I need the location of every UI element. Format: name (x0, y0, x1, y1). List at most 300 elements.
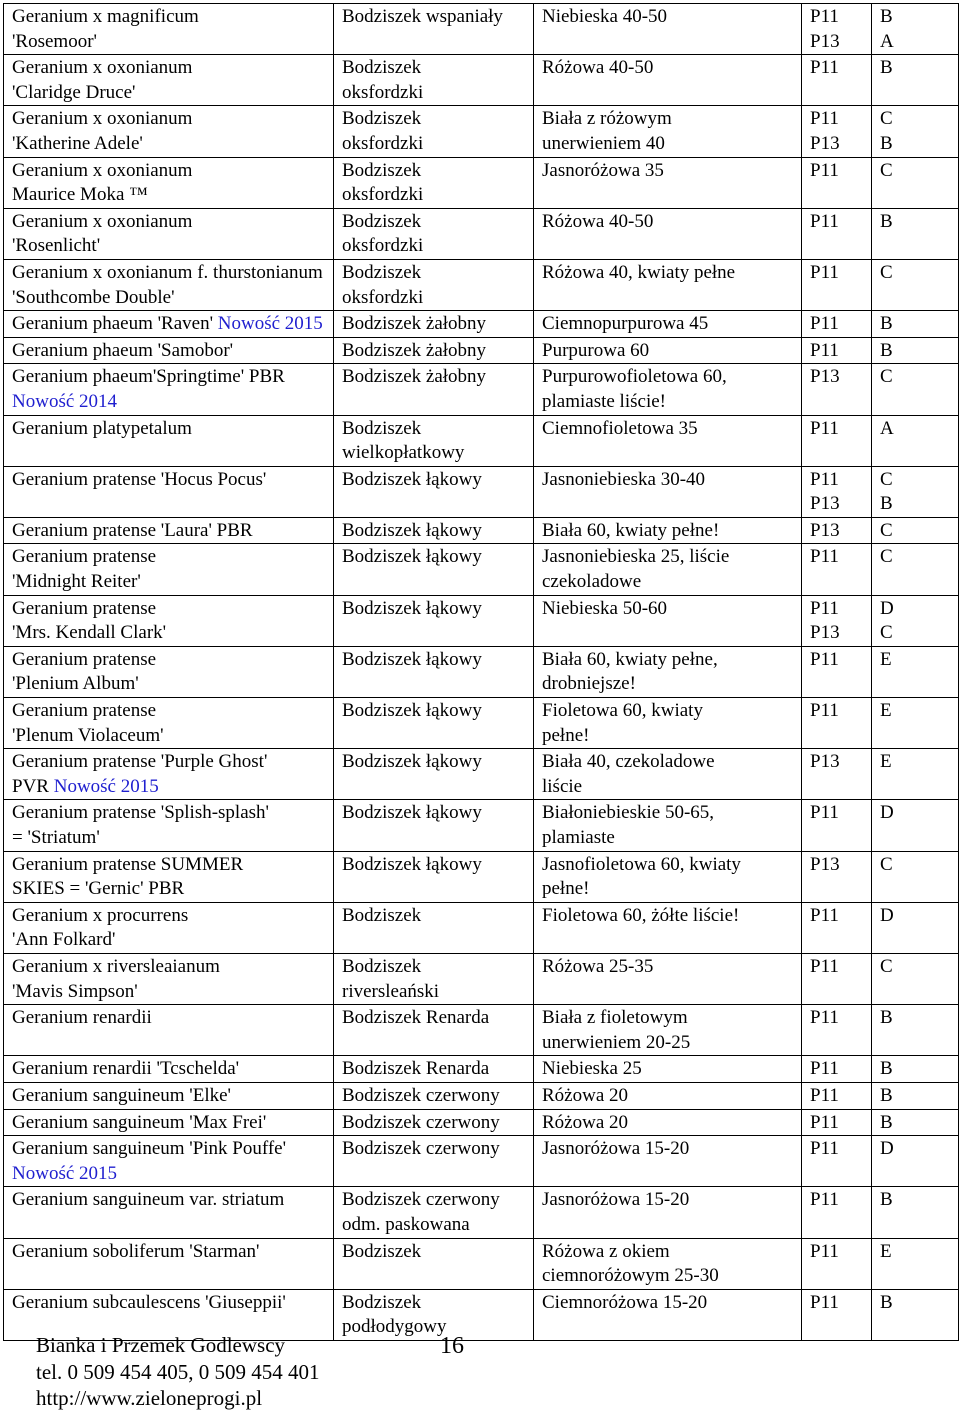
cell-polish-name-text: Bodziszek (342, 1240, 422, 1262)
cell-latin-name (4, 4, 334, 55)
cell-polish-name (334, 517, 534, 544)
cell-pot-size-text: P11 (810, 1138, 839, 1160)
cell-polish-name-text: Bodziszek Renarda (342, 1007, 490, 1029)
cell-price-group-text: C (880, 159, 893, 181)
cell-latin-name (4, 259, 334, 310)
cell-latin-name-text: Geranium pratense 'Laura' PBR (12, 519, 253, 541)
cell-pot-size (802, 311, 872, 338)
cell-price-group-text: D C (880, 597, 894, 644)
cell-latin-name-text: Geranium pratense 'Midnight Reiter' (12, 546, 157, 593)
cell-price-group (872, 902, 959, 953)
cell-description (534, 544, 802, 595)
cell-latin-name-text: Geranium phaeum 'Raven' (12, 313, 214, 335)
cell-pot-size (802, 902, 872, 953)
cell-pot-size-text: P11 P13 (810, 6, 840, 52)
cell-price-group-text: C (880, 853, 893, 875)
cell-price-group-text: D (880, 802, 894, 824)
cell-polish-name (334, 1238, 534, 1289)
cell-polish-name (334, 4, 534, 55)
cell-polish-name (334, 1187, 534, 1238)
cell-description-text: Różowa 20 (542, 1111, 629, 1133)
cell-pot-size-text: P11 (810, 1240, 839, 1262)
cell-polish-name-text: Bodziszek Renarda (342, 1058, 490, 1080)
cell-polish-name-text: Bodziszek riversleański (342, 955, 440, 1002)
cell-price-group (872, 1238, 959, 1289)
cell-price-group-text: E (880, 751, 892, 773)
cell-price-group-text: B (880, 1007, 893, 1029)
footer-website[interactable]: http://www.zieloneprogi.pl (36, 1386, 263, 1410)
cell-description (534, 106, 802, 157)
cell-polish-name (334, 800, 534, 851)
cell-pot-size (802, 800, 872, 851)
cell-polish-name-text: Bodziszek łąkowy (342, 468, 482, 490)
cell-price-group (872, 466, 959, 517)
cell-polish-name (334, 364, 534, 415)
cell-latin-name (4, 364, 334, 415)
cell-price-group-text: C B (880, 468, 893, 515)
cell-description-text: Jasnofioletowa 60, kwiaty pełne! (542, 853, 741, 900)
cell-description (534, 1238, 802, 1289)
table-row (4, 698, 959, 749)
cell-polish-name (334, 106, 534, 157)
cell-pot-size (802, 646, 872, 697)
cell-polish-name-text: Bodziszek czerwony (342, 1138, 500, 1160)
table-row (4, 953, 959, 1004)
cell-polish-name-text: Bodziszek oksfordzki (342, 210, 424, 257)
cell-description-text: Różowa 40-50 (542, 210, 654, 232)
cell-latin-name (4, 1056, 334, 1083)
cell-description (534, 646, 802, 697)
cell-price-group (872, 517, 959, 544)
cell-description (534, 851, 802, 902)
cell-polish-name-text: Bodziszek żałobny (342, 313, 487, 335)
cell-price-group-text: E (880, 648, 892, 670)
cell-description-text: Fioletowa 60, kwiaty pełne! (542, 700, 703, 746)
table-row (4, 902, 959, 953)
cell-description-text: Ciemnofioletowa 35 (542, 417, 698, 439)
cell-polish-name (334, 259, 534, 310)
cell-price-group (872, 337, 959, 364)
cell-pot-size-text: P13 (810, 853, 840, 875)
cell-latin-name-text: Geranium x oxonianum 'Katherine Adele' (12, 108, 193, 154)
table-row (4, 1056, 959, 1083)
table-row (4, 337, 959, 364)
cell-pot-size (802, 337, 872, 364)
cell-price-group (872, 851, 959, 902)
cell-latin-name (4, 208, 334, 259)
catalog-body (4, 4, 959, 1341)
cell-price-group (872, 595, 959, 646)
cell-description-text: Jasnoniebieska 30-40 (542, 468, 706, 490)
cell-latin-name-text: Geranium phaeum'Springtime' PBR (12, 366, 285, 388)
cell-pot-size-text: P11 (810, 1189, 839, 1211)
cell-pot-size (802, 157, 872, 208)
table-row (4, 208, 959, 259)
cell-price-group (872, 1005, 959, 1056)
table-row (4, 364, 959, 415)
cell-price-group (872, 1082, 959, 1109)
cell-price-group-text: C (880, 519, 893, 541)
cell-pot-size (802, 1082, 872, 1109)
cell-latin-name-text: Geranium pratense SUMMER SKIES = 'Gernic' PBR (12, 853, 244, 900)
cell-description (534, 1005, 802, 1056)
table-row (4, 1109, 959, 1136)
cell-description-text: Jasnoniebieska 25, liście czekoladowe (542, 546, 730, 593)
cell-price-group (872, 259, 959, 310)
cell-price-group (872, 311, 959, 338)
cell-latin-name (4, 902, 334, 953)
cell-description (534, 749, 802, 800)
cell-polish-name-text: Bodziszek oksfordzki (342, 159, 424, 206)
cell-latin-name-text: Geranium x riversleaianum 'Mavis Simpson' (12, 955, 220, 1002)
table-row (4, 1082, 959, 1109)
cell-latin-name (4, 544, 334, 595)
cell-price-group (872, 698, 959, 749)
cell-price-group (872, 208, 959, 259)
table-row (4, 544, 959, 595)
cell-polish-name-text: Bodziszek łąkowy (342, 700, 482, 722)
cell-polish-name (334, 311, 534, 338)
table-row (4, 646, 959, 697)
cell-polish-name-text: Bodziszek oksfordzki (342, 261, 424, 308)
table-row (4, 466, 959, 517)
table-row (4, 55, 959, 106)
cell-description (534, 4, 802, 55)
cell-price-group (872, 1056, 959, 1083)
cell-pot-size (802, 1136, 872, 1187)
cell-latin-name (4, 55, 334, 106)
cell-pot-size-text: P11 (810, 1084, 839, 1106)
cell-description-text: Jasnoróżowa 35 (542, 159, 664, 181)
cell-pot-size-text: P13 (810, 366, 840, 388)
cell-polish-name (334, 208, 534, 259)
cell-polish-name-text: Bodziszek wielkopłatkowy (342, 417, 465, 464)
cell-pot-size (802, 1109, 872, 1136)
cell-price-group (872, 364, 959, 415)
cell-description-text: Biała 60, kwiaty pełne, drobniejsze! (542, 648, 718, 695)
cell-price-group-text: E (880, 700, 892, 722)
cell-pot-size-text: P11 (810, 210, 839, 232)
footer-names: Bianka i Przemek Godlewscy (36, 1333, 286, 1357)
cell-description-text: Ciemnoróżowa 15-20 (542, 1291, 708, 1313)
cell-polish-name (334, 415, 534, 466)
cell-pot-size-text: P11 (810, 546, 839, 568)
cell-description (534, 55, 802, 106)
cell-description-text: Purpurowa 60 (542, 339, 650, 361)
cell-price-group (872, 1187, 959, 1238)
cell-price-group (872, 646, 959, 697)
cell-latin-name-text: Geranium sanguineum var. striatum (12, 1189, 285, 1211)
cell-latin-name (4, 337, 334, 364)
cell-description (534, 1082, 802, 1109)
cell-polish-name (334, 1136, 534, 1187)
cell-description (534, 1289, 802, 1340)
cell-polish-name (334, 1005, 534, 1056)
table-row (4, 851, 959, 902)
cell-pot-size-text: P11 (810, 648, 839, 670)
cell-latin-name (4, 157, 334, 208)
cell-price-group (872, 55, 959, 106)
cell-description (534, 311, 802, 338)
cell-polish-name (334, 1056, 534, 1083)
cell-price-group-text: B (880, 1058, 893, 1080)
cell-latin-name-text: Geranium x oxonianum Maurice Moka ™ (12, 159, 193, 206)
cell-pot-size (802, 55, 872, 106)
cell-pot-size-text: P11 (810, 1111, 839, 1133)
cell-polish-name-text: Bodziszek łąkowy (342, 853, 482, 875)
cell-latin-name (4, 1136, 334, 1187)
cell-description (534, 259, 802, 310)
cell-pot-size-text: P11 (810, 1007, 839, 1029)
cell-latin-name (4, 1238, 334, 1289)
cell-latin-name (4, 1082, 334, 1109)
cell-pot-size-text: P11 (810, 955, 839, 977)
cell-pot-size-text: P11 P13 (810, 468, 840, 515)
cell-latin-name-text: Geranium phaeum 'Samobor' (12, 339, 234, 361)
table-row (4, 415, 959, 466)
cell-pot-size (802, 517, 872, 544)
cell-price-group (872, 1109, 959, 1136)
cell-pot-size (802, 1056, 872, 1083)
cell-polish-name-text: Bodziszek łąkowy (342, 802, 482, 824)
cell-pot-size-text: P13 (810, 519, 840, 541)
cell-pot-size (802, 749, 872, 800)
cell-latin-name-text: Geranium x oxonianum f. thurstonianum 'Southcombe Double' (12, 261, 323, 308)
cell-description (534, 157, 802, 208)
cell-pot-size (802, 851, 872, 902)
cell-polish-name-text: Bodziszek wspaniały (342, 6, 503, 27)
cell-polish-name-text: Bodziszek oksfordzki (342, 108, 424, 154)
cell-pot-size-text: P11 (810, 261, 839, 283)
cell-price-group (872, 953, 959, 1004)
cell-price-group-text: D (880, 904, 894, 926)
cell-description (534, 800, 802, 851)
table-row (4, 4, 959, 55)
cell-latin-name-text: Geranium x oxonianum 'Claridge Druce' (12, 57, 193, 103)
cell-latin-name-text: Geranium sanguineum 'Max Frei' (12, 1111, 267, 1133)
cell-latin-name-text: Geranium pratense 'Hocus Pocus' (12, 468, 267, 490)
cell-pot-size (802, 1187, 872, 1238)
cell-price-group (872, 415, 959, 466)
cell-polish-name (334, 157, 534, 208)
cell-pot-size-text: P11 (810, 159, 839, 181)
cell-description-text: Niebieska 50-60 (542, 597, 668, 619)
cell-description-text: Różowa 25-35 (542, 955, 654, 977)
cell-pot-size (802, 259, 872, 310)
cell-price-group (872, 544, 959, 595)
cell-latin-name-text: Geranium pratense 'Plenum Violaceum' (12, 700, 164, 746)
cell-latin-name-text: Geranium sanguineum 'Elke' (12, 1084, 231, 1106)
cell-price-group-text: B (880, 57, 893, 79)
cell-price-group (872, 106, 959, 157)
cell-description (534, 953, 802, 1004)
new-badge: Nowość 2015 (12, 1162, 118, 1184)
cell-price-group (872, 800, 959, 851)
cell-polish-name (334, 1082, 534, 1109)
cell-polish-name (334, 466, 534, 517)
cell-price-group-text: C (880, 261, 893, 283)
cell-latin-name (4, 1187, 334, 1238)
cell-description (534, 1056, 802, 1083)
cell-price-group-text: B A (880, 6, 894, 52)
cell-pot-size-text: P11 (810, 700, 839, 722)
cell-description (534, 1109, 802, 1136)
table-row (4, 800, 959, 851)
table-row (4, 749, 959, 800)
cell-latin-name (4, 106, 334, 157)
cell-polish-name (334, 953, 534, 1004)
cell-latin-name-text: Geranium pratense 'Mrs. Kendall Clark' (12, 597, 167, 644)
table-row (4, 311, 959, 338)
cell-latin-name-text: Geranium soboliferum 'Starman' (12, 1240, 260, 1262)
cell-description-text: Ciemnopurpurowa 45 (542, 313, 709, 335)
table-row (4, 157, 959, 208)
cell-latin-name (4, 311, 334, 338)
cell-pot-size (802, 466, 872, 517)
new-badge: Nowość 2015 (217, 313, 323, 335)
cell-description (534, 1136, 802, 1187)
cell-polish-name-text: Bodziszek łąkowy (342, 597, 482, 619)
cell-latin-name (4, 800, 334, 851)
cell-price-group-text: B (880, 1111, 893, 1133)
cell-polish-name-text: Bodziszek czerwony (342, 1084, 500, 1106)
cell-description-text: Biała z fioletowym unerwieniem 20-25 (542, 1007, 691, 1053)
cell-price-group (872, 749, 959, 800)
cell-description (534, 208, 802, 259)
cell-description-text: Niebieska 40-50 (542, 6, 668, 27)
cell-polish-name-text: Bodziszek łąkowy (342, 546, 482, 568)
cell-latin-name-text: Geranium pratense 'Purple Ghost' PVR (12, 751, 268, 797)
cell-pot-size-text: P11 (810, 802, 839, 824)
table-row (4, 106, 959, 157)
cell-price-group-text: B (880, 1189, 893, 1211)
cell-price-group-text: E (880, 1240, 892, 1262)
cell-price-group-text: B (880, 210, 893, 232)
cell-polish-name-text: Bodziszek żałobny (342, 339, 487, 361)
plant-catalog-table (3, 3, 959, 1341)
cell-description (534, 466, 802, 517)
table-row (4, 595, 959, 646)
cell-description (534, 337, 802, 364)
cell-description-text: Różowa 40, kwiaty pełne (542, 261, 736, 283)
cell-price-group-text: C B (880, 108, 893, 154)
cell-polish-name-text: Bodziszek podłodygowy (342, 1291, 447, 1338)
new-badge: Nowość 2014 (12, 390, 118, 412)
cell-latin-name (4, 517, 334, 544)
cell-pot-size-text: P11 (810, 904, 839, 926)
cell-price-group-text: C (880, 546, 893, 568)
cell-price-group-text: B (880, 1291, 893, 1313)
cell-polish-name-text: Bodziszek czerwony (342, 1111, 500, 1133)
cell-description (534, 595, 802, 646)
cell-polish-name-text: Bodziszek łąkowy (342, 519, 482, 541)
cell-polish-name (334, 902, 534, 953)
cell-latin-name (4, 851, 334, 902)
cell-latin-name (4, 1109, 334, 1136)
cell-description (534, 698, 802, 749)
cell-description-text: Biała 60, kwiaty pełne! (542, 519, 720, 541)
table-row (4, 259, 959, 310)
cell-pot-size (802, 4, 872, 55)
cell-polish-name-text: Bodziszek łąkowy (342, 751, 482, 773)
cell-polish-name (334, 55, 534, 106)
cell-latin-name (4, 595, 334, 646)
cell-polish-name (334, 698, 534, 749)
cell-latin-name (4, 1005, 334, 1056)
cell-description (534, 364, 802, 415)
cell-price-group-text: C (880, 955, 893, 977)
cell-latin-name-text: Geranium renardii 'Tcschelda' (12, 1058, 240, 1080)
table-row (4, 1187, 959, 1238)
cell-latin-name-text: Geranium x magnificum 'Rosemoor' (12, 6, 199, 52)
cell-latin-name-text: Geranium pratense 'Plenium Album' (12, 648, 157, 695)
cell-price-group-text: D (880, 1138, 894, 1160)
cell-latin-name-text: Geranium x procurrens 'Ann Folkard' (12, 904, 189, 951)
cell-pot-size (802, 208, 872, 259)
cell-pot-size-text: P13 (810, 751, 840, 773)
cell-polish-name (334, 851, 534, 902)
cell-pot-size (802, 1005, 872, 1056)
cell-description-text: Jasnoróżowa 15-20 (542, 1138, 690, 1160)
cell-description (534, 1187, 802, 1238)
cell-price-group (872, 1136, 959, 1187)
cell-description (534, 415, 802, 466)
cell-price-group-text: C (880, 366, 893, 388)
cell-pot-size (802, 364, 872, 415)
cell-polish-name (334, 337, 534, 364)
cell-latin-name-text: Geranium pratense 'Splish-splash' = 'Striatum' (12, 802, 269, 848)
cell-pot-size-text: P11 (810, 417, 839, 439)
page-number: 16 (440, 1333, 464, 1359)
cell-latin-name-text: Geranium renardii (12, 1007, 152, 1029)
cell-polish-name (334, 646, 534, 697)
cell-pot-size-text: P11 (810, 1291, 839, 1313)
cell-latin-name-text: Geranium subcaulescens 'Giuseppii' (12, 1291, 286, 1313)
cell-polish-name-text: Bodziszek żałobny (342, 366, 487, 388)
cell-latin-name (4, 953, 334, 1004)
cell-pot-size (802, 106, 872, 157)
cell-latin-name (4, 466, 334, 517)
cell-description-text: Różowa 20 (542, 1084, 629, 1106)
cell-price-group (872, 1289, 959, 1340)
cell-pot-size (802, 595, 872, 646)
cell-latin-name (4, 415, 334, 466)
cell-polish-name (334, 1109, 534, 1136)
cell-price-group-text: B (880, 313, 893, 335)
cell-pot-size-text: P11 (810, 313, 839, 335)
cell-description-text: Biała z różowym unerwieniem 40 (542, 108, 672, 154)
cell-pot-size-text: P11 (810, 57, 839, 79)
cell-polish-name (334, 595, 534, 646)
table-row (4, 1136, 959, 1187)
table-row (4, 1005, 959, 1056)
cell-description-text: Niebieska 25 (542, 1058, 642, 1080)
cell-latin-name-text: Geranium x oxonianum 'Rosenlicht' (12, 210, 193, 257)
cell-description-text: Różowa z okiem ciemnoróżowym 25-30 (542, 1240, 719, 1287)
cell-pot-size-text: P11 (810, 339, 839, 361)
cell-polish-name-text: Bodziszek czerwony odm. paskowana (342, 1189, 500, 1235)
cell-polish-name-text: Bodziszek (342, 904, 422, 926)
cell-pot-size (802, 1289, 872, 1340)
cell-polish-name-text: Bodziszek oksfordzki (342, 57, 424, 103)
cell-description (534, 517, 802, 544)
cell-price-group-text: B (880, 339, 893, 361)
table-row (4, 517, 959, 544)
cell-polish-name (334, 544, 534, 595)
cell-pot-size-text: P11 P13 (810, 597, 840, 644)
cell-pot-size (802, 544, 872, 595)
cell-pot-size-text: P11 P13 (810, 108, 840, 154)
